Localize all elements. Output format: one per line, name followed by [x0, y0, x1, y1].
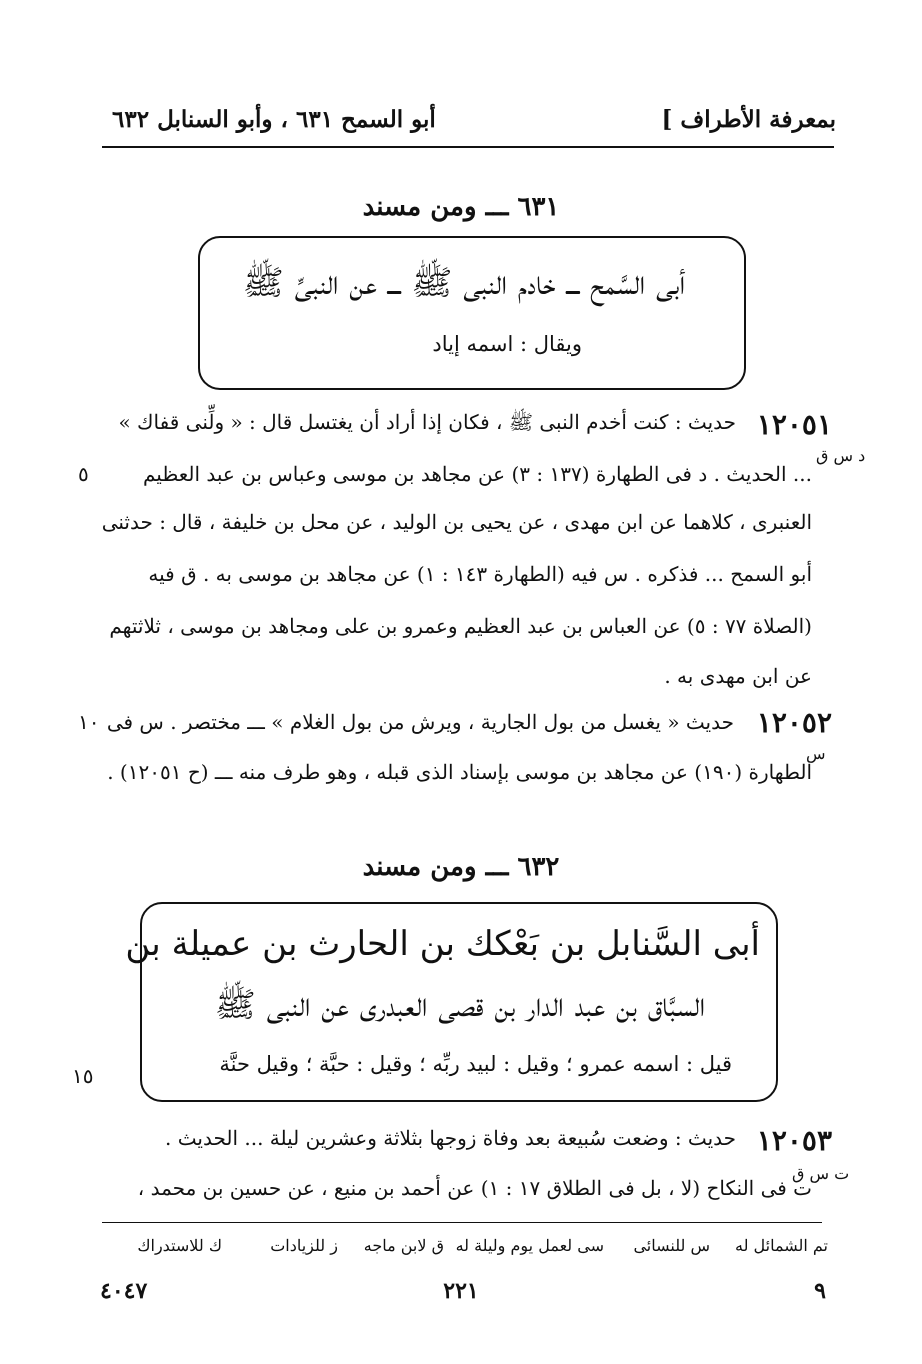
hadith-12053-side-mark: ت س ق: [792, 1164, 850, 1183]
hadith-number-12053: ١٢٠٥٣: [756, 1124, 832, 1157]
margin-line-number: ١٠: [78, 710, 100, 734]
hadith-12052-line: حديث « يغسل من بول الجارية ، ويرش من بول الغلام » ـــ مختصر . س فى: [106, 710, 734, 734]
hadith-12051-side-mark: د س ق: [816, 446, 866, 465]
section-title-632: ٦٣٢ ـــ ومن مسند: [362, 852, 560, 882]
footnote-item: سى لعمل يوم وليلة له: [455, 1236, 604, 1255]
footnote-item: تم الشمائل له: [734, 1236, 828, 1255]
box-632-line3: قيل : اسمه عمرو ؛ وقيل : لبيد ربِّه ؛ وقيل : حبَّة ؛ وقيل حنَّة: [219, 1052, 732, 1076]
footnote-rule: [102, 1222, 822, 1223]
footer-volume-page: ٤٠٤٧: [100, 1278, 148, 1304]
footnote-item: ق لابن ماجه: [363, 1236, 444, 1255]
hadith-12051-line: عن ابن مهدى به .: [664, 664, 812, 688]
footnote-item: ك للاستدراك: [137, 1236, 222, 1255]
header-right: بمعرفة الأطراف ]: [661, 106, 836, 133]
box-631-line2: ويقال : اسمه إياد: [432, 332, 582, 356]
hadith-number-12051: ١٢٠٥١: [756, 408, 832, 441]
hadith-12051-line: ... الحديث . د فى الطهارة (١٣٧ : ٣) عن مجاهد بن موسى وعباس بن عبد العظيم: [142, 462, 812, 486]
hadith-12053-line: ت فى النكاح (لا ، بل فى الطلاق ١٧ : ١) عن أحمد بن منيع ، عن حسين بن محمد ،: [137, 1176, 812, 1200]
page-number: ٢٢١: [443, 1278, 479, 1304]
hadith-12051-line: (الصلاة ٧٧ : ٥) عن العباس بن عبد العظيم وعمرو بن على ومجاهد بن موسى ، ثلاثتهم: [109, 614, 812, 638]
footnote-item: س للنسائى: [633, 1236, 710, 1255]
hadith-12053-line: حديث : وضعت سُبيعة بعد وفاة زوجها بثلاثة وعشرين ليلة ... الحديث .: [165, 1126, 736, 1150]
hadith-12052-side-mark: س: [806, 744, 826, 763]
hadith-12051-line: أبو السمح ... فذكره . س فيه (الطهارة ١٤٣ : ١) عن مجاهد بن موسى به . ق فيه: [148, 562, 812, 586]
margin-line-number: ١٥: [72, 1064, 94, 1088]
title-box-631: [198, 236, 746, 390]
box-632-line2: السبَّاق بن عبد الدار بن قصى العبدرى عن النبى ﷺ: [214, 985, 706, 1025]
footer-signature-number: ٩: [814, 1278, 826, 1304]
margin-line-number: ٥: [78, 462, 89, 486]
box-631-line1: أبى السَّمح ـــ خادم النبى ﷺ ـــ عن النبىِّ ﷺ: [242, 263, 686, 303]
hadith-12052-line: الطهارة (١٩٠) عن مجاهد بن موسى بإسناد الذى قبله ، وهو طرف منه ـــ (ح ١٢٠٥١) .: [107, 760, 812, 784]
hadith-12051-line: العنبرى ، كلاهما عن ابن مهدى ، عن يحيى بن الوليد ، عن محل بن خليفة ، قال : حدثنى: [101, 510, 812, 534]
header-rule: [102, 146, 834, 148]
header-left: أبو السمح ٦٣١ ، وأبو السنابل ٦٣٢: [112, 106, 436, 133]
hadith-number-12052: ١٢٠٥٢: [756, 706, 832, 739]
hadith-12051-line: حديث : كنت أخدم النبى ﷺ ، فكان إذا أراد أن يغتسل قال : « ولِّنى قفاك »: [118, 410, 736, 434]
section-title-631: ٦٣١ ـــ ومن مسند: [362, 192, 560, 222]
footnote-item: ز للزيادات: [270, 1236, 338, 1255]
box-632-line1: أبى السَّنابل بن بَعْكك بن الحارث بن عميلة بن: [125, 924, 760, 964]
